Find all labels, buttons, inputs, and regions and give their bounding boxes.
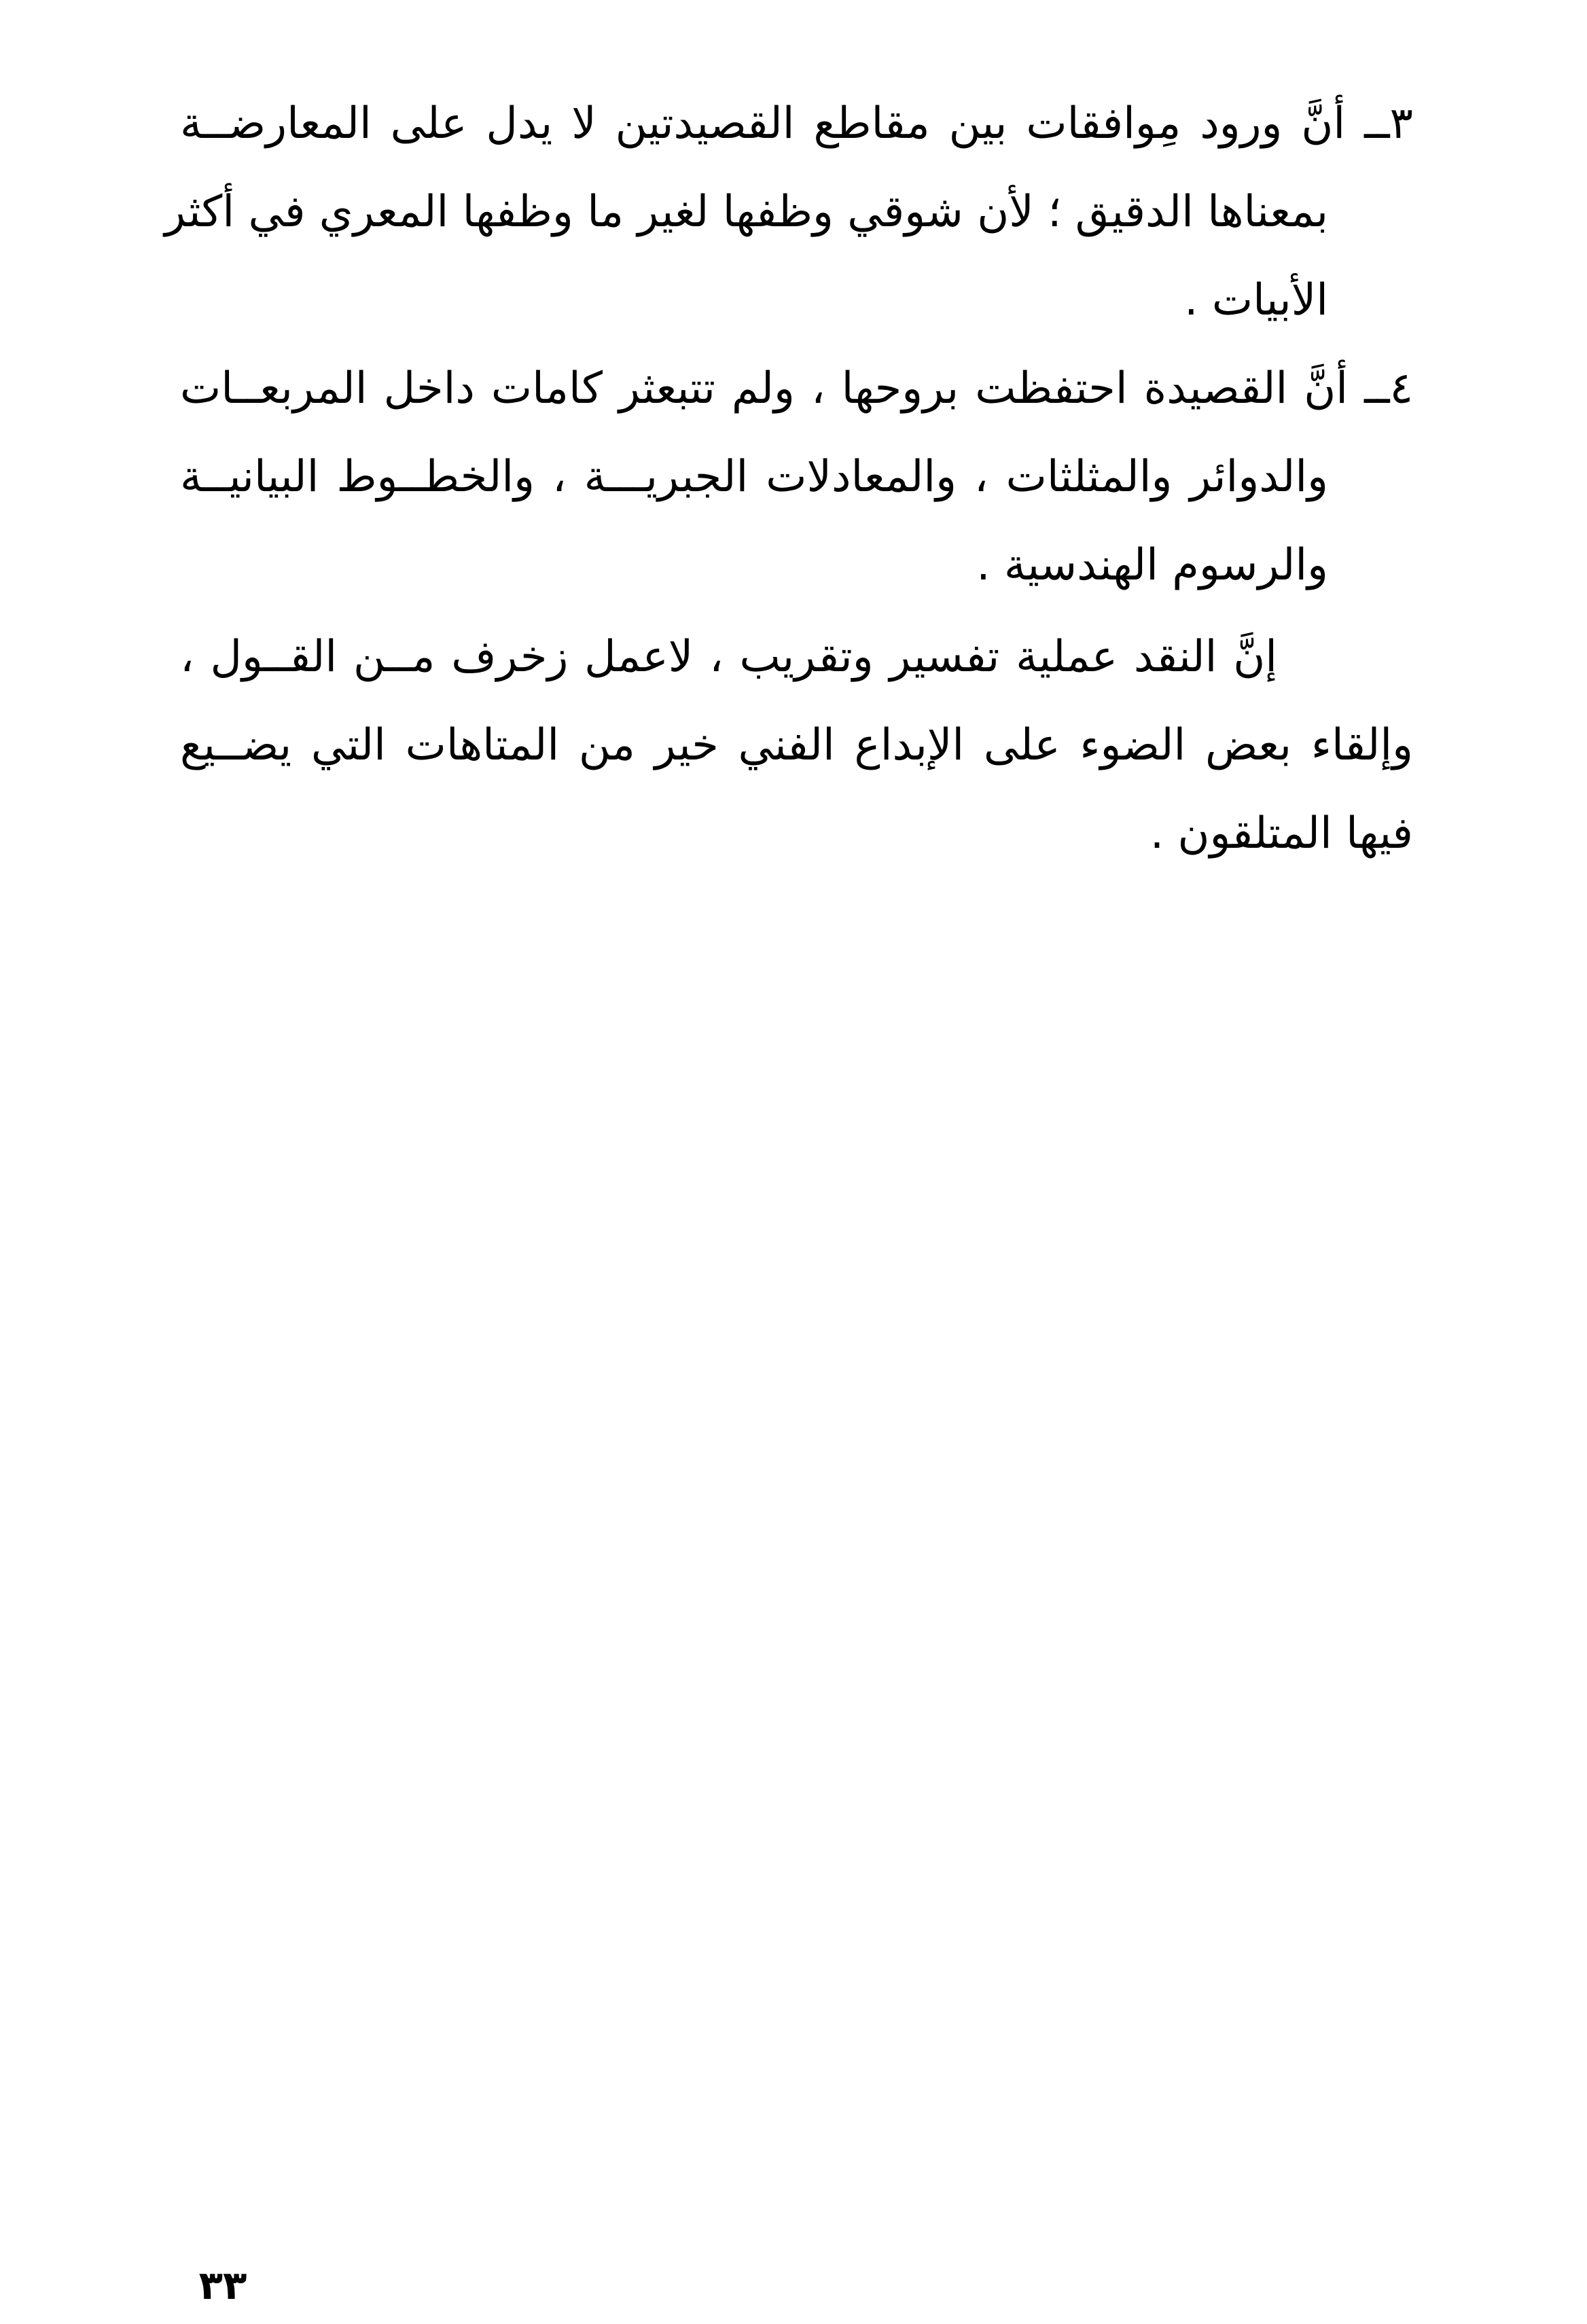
text-line: والرسوم الهندسية . — [976, 540, 1328, 590]
text-line: فيها المتلقون . — [1149, 808, 1413, 859]
text-line: وإلقاء بعض الضوء على الإبداع الفني خير من المتاهات التي يضــيع — [180, 720, 1413, 770]
text-line: الأبيات . — [1184, 275, 1328, 325]
text-line: بمعناها الدقيق ؛ لأن شوقي وظفها لغير ما وظفها المعري في أكثر — [164, 187, 1328, 237]
text-line: ٣ــ أنَّ ورود مِوافقات بين مقاطع القصيدتين لا يدل على المعارضــة — [180, 99, 1413, 149]
page-number: ٣٣ — [198, 2262, 247, 2308]
text-line: ٤ــ أنَّ القصيدة احتفظت بروحها ، ولم تتبعثر كامات داخل المربعــات — [180, 363, 1413, 414]
text-line: والدوائر والمثلثات ، والمعادلات الجبريـــة ، والخطــوط البيانيــة — [180, 452, 1328, 502]
text-line: إنَّ النقد عملية تفسير وتقريب ، لاعمل زخرف مــن القــول ، — [180, 632, 1277, 682]
